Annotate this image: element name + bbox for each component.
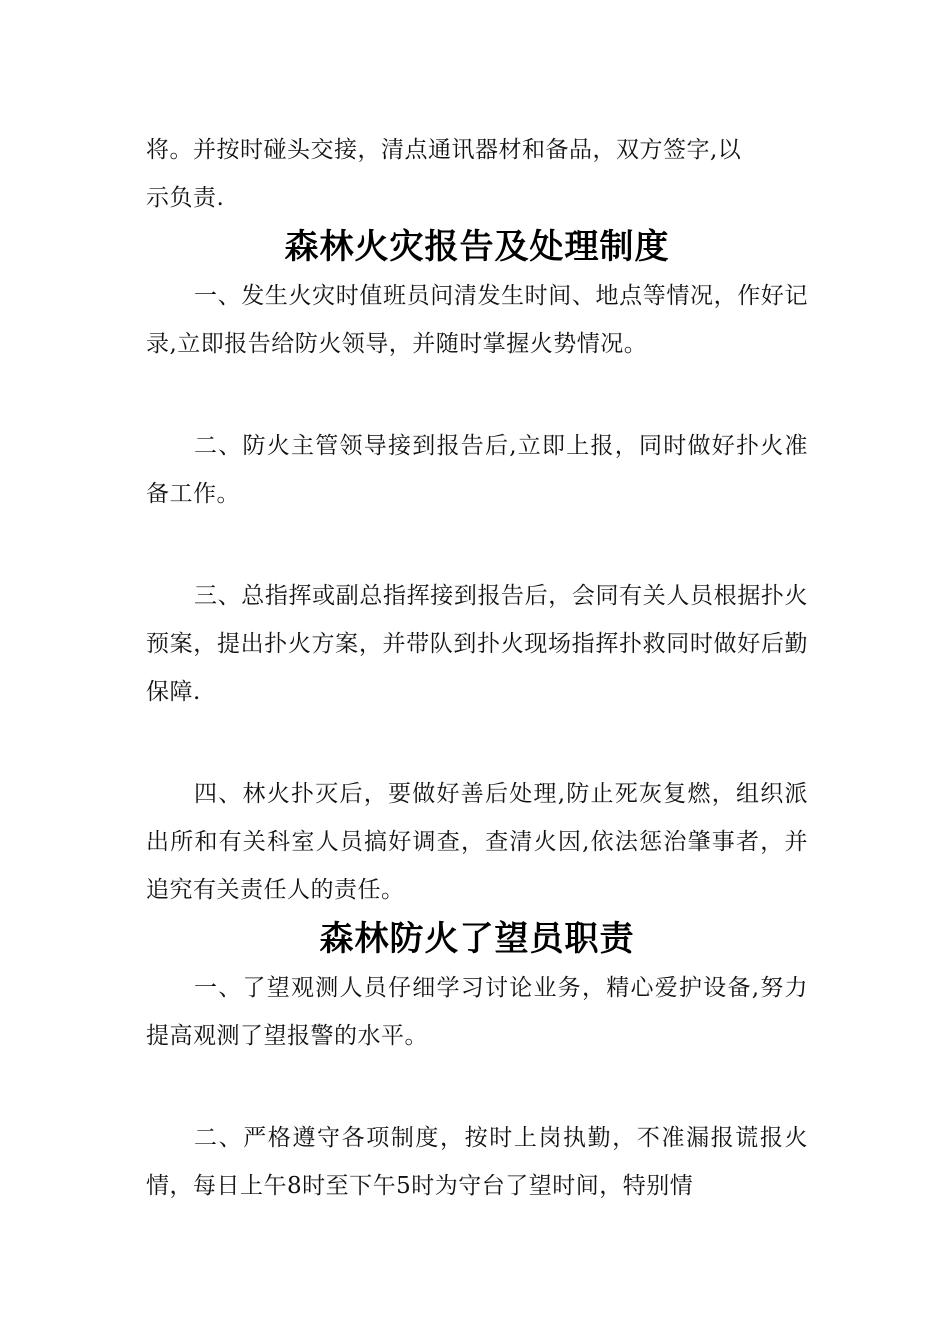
paragraph-gap	[146, 368, 808, 422]
intro-line-1: 将。并按时碰头交接，清点通讯器材和备品，双方签字,以	[146, 137, 742, 163]
section-title-lookout-duties: 森林防火了望员职责	[319, 919, 635, 959]
fire-report-paragraph-4: 四、林火扑灭后，要做好善后处理,防止死灰复燃，组织派出所和有关科室人员搞好调查，查清火因,依法惩治肇事者，并追究有关责任人的责任。	[146, 781, 808, 903]
section-title-fire-report: 森林火灾报告及处理制度	[284, 227, 670, 267]
intro-line-2: 示负责.	[146, 185, 225, 211]
fire-report-paragraph-2: 二、防火主管领导接到报告后,立即上报，同时做好扑火准备工作。	[146, 433, 808, 507]
document-body	[146, 126, 808, 1210]
fire-report-paragraph-3: 三、总指挥或副总指挥接到报告后，会同有关人员根据扑火预案，提出扑火方案，并带队到扑火现场指挥扑救同时做好后勤保障.	[146, 583, 808, 705]
lookout-paragraph-1: 一、了望观测人员仔细学习讨论业务，精心爱护设备,努力提高观测了望报警的水平。	[146, 975, 808, 1049]
fire-report-paragraph-1: 一、发生火灾时值班员问清发生时间、地点等情况，作好记录,立即报告给防火领导，并随时掌握火势情况。	[146, 283, 808, 357]
lookout-paragraph-2: 二、严格遵守各项制度，按时上岗执勤，不准漏报谎报火情，每日上午8时至下午5时为守台了望时间，特别情	[146, 1125, 808, 1199]
paragraph-gap	[146, 518, 808, 572]
paragraph-gap	[146, 716, 808, 770]
paragraph-gap	[146, 1060, 808, 1114]
